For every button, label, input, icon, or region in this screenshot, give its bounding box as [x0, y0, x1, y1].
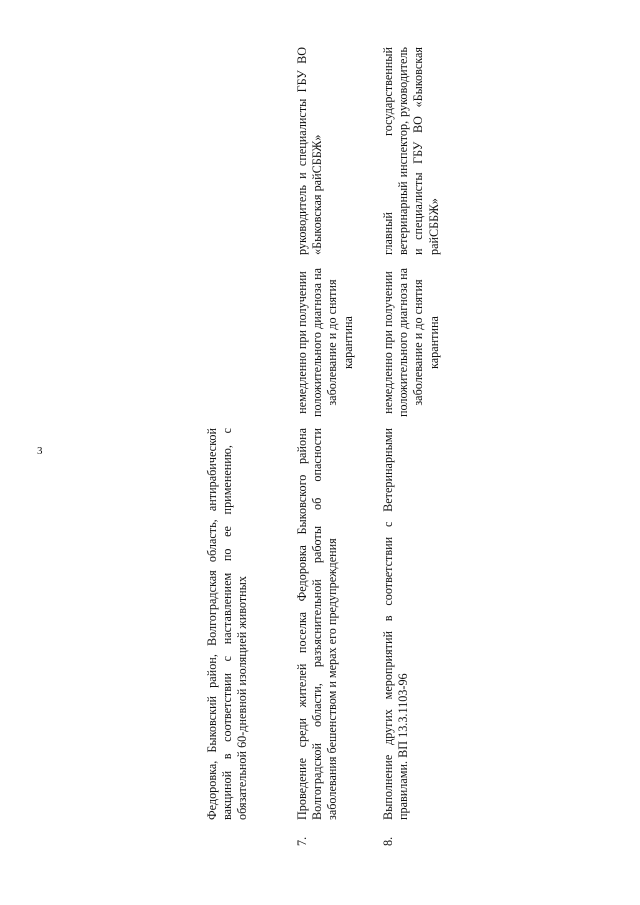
responsible-cell: руководитель и специалисты ГБУ ВО «Быковская райСББЖ» — [295, 47, 325, 255]
row-number: 8. — [381, 836, 395, 846]
deadline-cell: немедленно при получении положительного диагноза на заболевание и до снятия карантина — [295, 267, 355, 418]
rotated-table — [195, 32, 445, 872]
responsible-cell: главный государственный ветеринарный инспектор, руководитель и специалисты ГБУ ВО «Быковская райСББЖ» — [381, 47, 441, 255]
deadline-cell: немедленно при получении положительного диагноза на заболевание и до снятия карантина — [381, 267, 441, 418]
activity-cell: Проведение среди жителей поселка Федоровка Быковского района Волгоградской области, разъяснительной работы об опасности заболевания бешенством и мерах его предупреждения — [295, 428, 340, 820]
row-number: 7. — [295, 836, 309, 846]
page-number: 3 — [37, 445, 43, 457]
activity-cell: Федоровка, Быковский район, Волгоградская область, антирабической вакциной в соответствии с наставлением по ее применению, с обязательной 60-дневной изоляцией животных — [205, 428, 250, 820]
activity-cell: Выполнение других мероприятий в соответствии с Ветеринарными правилами. ВП 13.3.1103-96 — [381, 428, 411, 820]
